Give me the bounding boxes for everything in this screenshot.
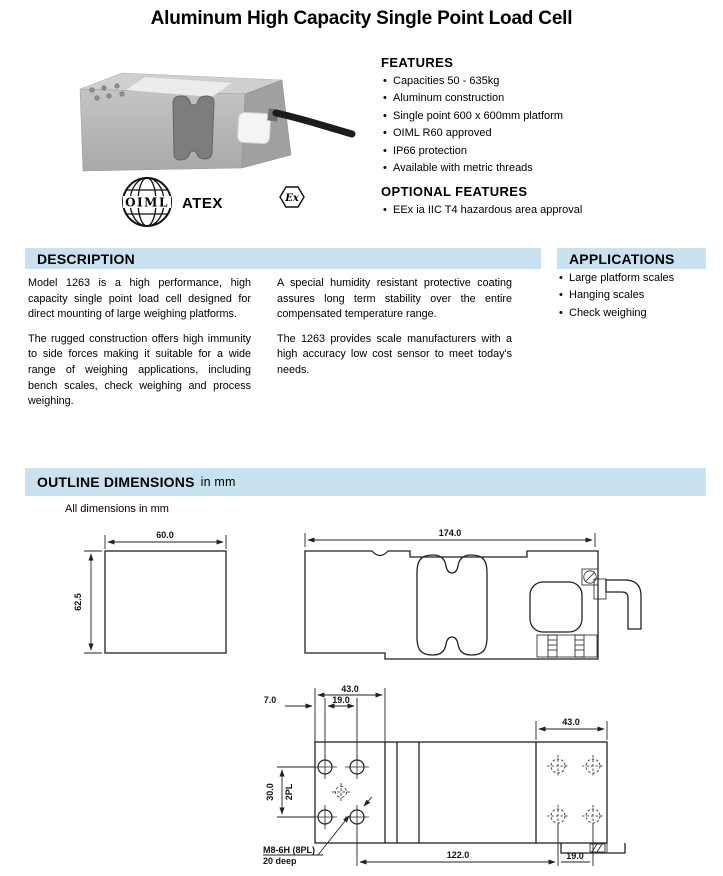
- applications-list: [557, 270, 717, 322]
- applications-heading-bar: [557, 248, 706, 269]
- feature-item: • IP66 protection: [381, 143, 671, 160]
- svg-text:M8-6H (8PL): M8-6H (8PL): [263, 845, 316, 855]
- end-view-drawing: [60, 523, 290, 668]
- feature-item: • Single point 600 x 600mm platform: [381, 108, 671, 125]
- svg-text:2PL: 2PL: [284, 783, 294, 801]
- features-list: [381, 73, 671, 177]
- svg-text:19.0: 19.0: [332, 695, 350, 705]
- dim-right-block-width: [536, 717, 607, 740]
- feature-item: • Aluminum construction: [381, 90, 671, 107]
- svg-text:Ex: Ex: [285, 193, 299, 204]
- application-item: • Hanging scales: [557, 287, 717, 304]
- cable-outline: [606, 580, 641, 629]
- side-view-body: [305, 551, 598, 659]
- optional-feature-item: • EEx ia IIC T4 hazardous area approval: [381, 202, 671, 219]
- binocular-flexure-cutout: [417, 555, 487, 655]
- description-heading: DESCRIPTION: [37, 250, 135, 267]
- outline-dimensions-units: in mm: [200, 475, 236, 489]
- svg-text:62.5: 62.5: [73, 593, 83, 611]
- side-view-pocket: [530, 582, 582, 632]
- end-view-height-dim: [73, 551, 102, 653]
- description-paragraph: Model 1263 is a high performance, high capacity single point load cell designed for direct mounting of large weighing platforms.: [28, 277, 251, 321]
- feature-item: • Available with metric threads: [381, 160, 671, 177]
- top-view-drawing: [245, 685, 723, 876]
- dim-left-block-width: [315, 685, 385, 742]
- oiml-logo-icon: [123, 178, 171, 226]
- svg-text:19.0: 19.0: [566, 851, 584, 861]
- description-column-1: [28, 276, 251, 419]
- dimensions-note: All dimensions in mm: [65, 503, 169, 515]
- applications-section: [557, 270, 717, 322]
- svg-text:43.0: 43.0: [341, 685, 359, 694]
- load-cell-photo: [62, 56, 357, 181]
- description-paragraph: The 1263 provides scale manufacturers with a high accuracy low cost sensor to meet today's needs.: [277, 332, 512, 376]
- description-heading-bar: [25, 248, 541, 269]
- svg-text:30.0: 30.0: [265, 783, 275, 801]
- sealing-screw: [582, 569, 598, 585]
- applications-heading: APPLICATIONS: [569, 250, 675, 267]
- optional-features-heading: OPTIONAL FEATURES: [381, 184, 528, 200]
- description-paragraph: A special humidity resistant protective coating assures long term stability over the entire compensated temperature range.: [277, 277, 512, 321]
- right-mounting-holes: [547, 755, 604, 827]
- side-view-drawing: [285, 523, 723, 673]
- outline-dimensions-heading: OUTLINE DIMENSIONS: [37, 474, 195, 490]
- feature-item: • OIML R60 approved: [381, 125, 671, 142]
- thread-note: [263, 797, 372, 866]
- feature-item: • Capacities 50 - 635kg: [381, 73, 671, 90]
- application-item: • Check weighing: [557, 305, 717, 322]
- dim-right-hole-spacing: [561, 825, 593, 866]
- side-view-length-dim: [305, 528, 595, 547]
- svg-text:122.0: 122.0: [446, 850, 470, 860]
- atex-logo-text: ATEX: [182, 195, 223, 212]
- features-section: [381, 55, 671, 220]
- svg-text:174.0: 174.0: [438, 528, 462, 538]
- application-item: • Large platform scales: [557, 270, 717, 287]
- photo-label: [237, 112, 271, 144]
- oiml-logo-text: OIML: [125, 195, 169, 210]
- svg-text:7.0: 7.0: [263, 695, 277, 705]
- dim-hole-spacing-x: [325, 695, 357, 759]
- page-title: Aluminum High Capacity Single Point Load Cell: [150, 8, 573, 29]
- optional-features-list: [381, 202, 671, 219]
- left-mounting-holes: [313, 755, 369, 829]
- svg-text:43.0: 43.0: [562, 717, 580, 727]
- top-view-body: [315, 742, 607, 843]
- dim-hole-spacing-y: [265, 767, 315, 817]
- approval-logos: [120, 175, 315, 231]
- description-column-2: [277, 276, 512, 388]
- top-view-step-lines: [385, 742, 536, 843]
- features-heading: FEATURES: [381, 55, 454, 70]
- svg-text:20 deep: 20 deep: [263, 856, 297, 866]
- cable-connector: [594, 579, 606, 599]
- threaded-section-hatch: [537, 635, 597, 657]
- dim-edge-to-hole: [264, 695, 312, 706]
- photo-front-face: [80, 89, 245, 171]
- svg-text:60.0: 60.0: [156, 530, 174, 540]
- photo-binocular-cutout: [173, 96, 214, 160]
- description-paragraph: The rugged construction offers high immunity to side forces making it suitable for a wide range of weighing applications, including bench scales, check weighing and process weighing.: [28, 332, 251, 408]
- outline-dimensions-heading-bar: [25, 468, 706, 496]
- ex-hexagon-icon: [280, 187, 304, 207]
- end-view-body: [105, 551, 226, 653]
- dim-hole-span-length: [357, 825, 558, 866]
- end-view-width-dim: [105, 530, 226, 549]
